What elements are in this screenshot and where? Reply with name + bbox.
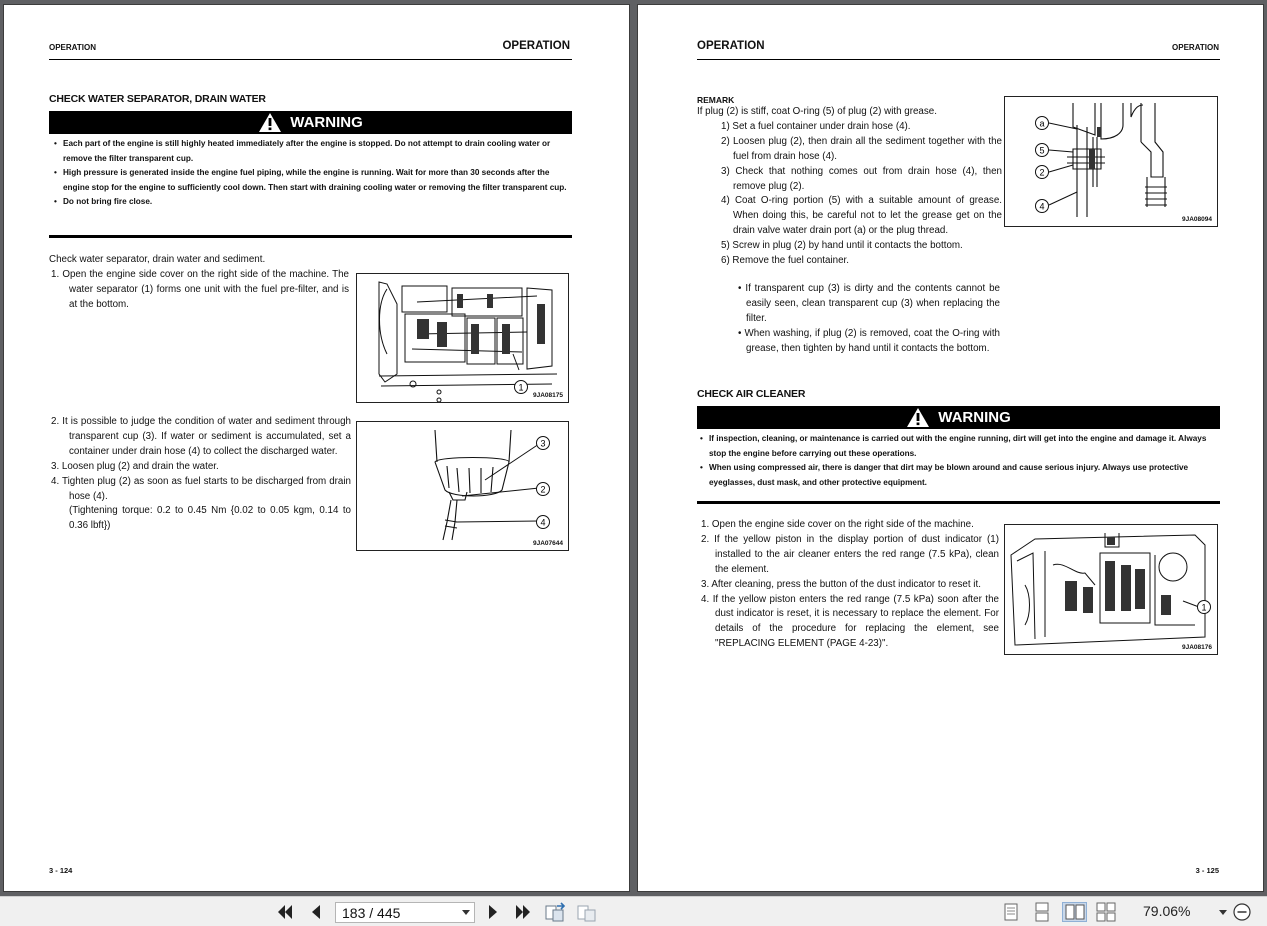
- next-view-button[interactable]: [577, 902, 599, 922]
- header-rule: [697, 59, 1220, 60]
- single-page-view-button[interactable]: [1000, 902, 1022, 922]
- remark-text: [697, 105, 1002, 269]
- notes-list: [738, 282, 1000, 357]
- page-left: [3, 4, 630, 892]
- warning-label: WARNING: [938, 409, 1011, 426]
- drain-plug-figure: [1005, 97, 1218, 227]
- running-header-right: OPERATION: [1172, 43, 1219, 52]
- remark-step: 4) Coat O-ring portion (5) with a suitable amount of grease. When doing this, be careful not to let the grease get on the drain valve water drain port (a) or the plug thread.: [721, 195, 1002, 237]
- callout-1: 1: [518, 382, 524, 393]
- section-title: CHECK AIR CLEANER: [697, 388, 806, 400]
- pdf-toolbar: [0, 896, 1267, 926]
- engine-figure: [357, 274, 569, 403]
- page-number-value: 183 / 445: [342, 904, 401, 921]
- continuous-facing-view-icon: [1096, 902, 1116, 922]
- figure-code: 9JA08176: [1182, 644, 1212, 651]
- figure-drain-plug: [1004, 96, 1218, 227]
- warning-banner: [697, 406, 1220, 429]
- warning-list: [51, 137, 573, 210]
- page-number: 3 - 125: [1195, 866, 1219, 875]
- remark-label: REMARK: [697, 95, 735, 105]
- warning-item: • Do not bring fire close.: [51, 195, 573, 210]
- step-item: 3. After cleaning, press the button of the dust indicator to reset it.: [701, 578, 981, 590]
- facing-view-icon: [1065, 903, 1085, 921]
- remark-step: 3) Check that nothing comes out from drain hose (4), then remove plug (2).: [721, 165, 1002, 192]
- step-1: 1. Open the engine side cover on the right side of the machine. The water separator (1) forms one unit with the fuel pre-filter, and is at the bottom.: [51, 268, 349, 310]
- remark-step: 1) Set a fuel container under drain hose (4).: [721, 120, 911, 132]
- page-right: [637, 4, 1264, 892]
- step-4-torque: (Tightening torque: 0.2 to 0.45 Nm {0.02 to 0.05 kgm, 0.14 to 0.36 lbft}): [69, 505, 351, 532]
- figure-air-cleaner: [1004, 524, 1218, 655]
- running-header-right: OPERATION: [502, 40, 570, 52]
- callout-2: 2: [1039, 167, 1045, 178]
- zoom-dropdown-chevron-icon[interactable]: [1219, 910, 1227, 915]
- callout-3: 3: [540, 438, 546, 449]
- remark-step: 5) Screw in plug (2) by hand until it contacts the bottom.: [721, 240, 963, 252]
- warning-end-rule: [697, 501, 1220, 504]
- previous-view-icon: [545, 902, 567, 922]
- step-4: 4. Tighten plug (2) as soon as fuel starts to be discharged from drain hose (4).: [51, 475, 351, 502]
- page-dropdown-chevron-icon[interactable]: [462, 910, 470, 915]
- last-page-icon: [512, 903, 532, 921]
- continuous-view-icon: [1034, 902, 1050, 922]
- facing-view-button[interactable]: [1062, 902, 1087, 922]
- first-page-button[interactable]: [275, 902, 297, 922]
- callout-4: 4: [1039, 201, 1045, 212]
- air-cleaner-figure: [1005, 525, 1218, 655]
- callout-a: a: [1039, 118, 1045, 129]
- warning-end-rule: [49, 235, 572, 238]
- next-page-button[interactable]: [482, 902, 504, 922]
- previous-page-button[interactable]: [305, 902, 327, 922]
- cup-figure: [357, 422, 569, 551]
- warning-item: • High pressure is generated inside the engine fuel piping, while the engine is running. Wait for more than 30 seconds after the engine stop for the engine to sufficiently cool down. Then start with draining cooling water or removing the filter transparent cup.: [51, 166, 573, 195]
- procedure-text-2: [51, 415, 351, 534]
- procedure-text-1: [49, 253, 349, 313]
- step-2: 2. It is possible to judge the condition of water and sediment through transparent cup (3). If water or sediment is accumulated, set a container under drain hose (4) to collect the discharged water.: [51, 416, 351, 457]
- next-view-icon: [577, 902, 599, 922]
- header-rule: [49, 59, 572, 60]
- remark-step: 2) Loosen plug (2), then drain all the sediment together with the fuel from drain hose (4).: [721, 135, 1002, 162]
- figure-code: 9JA08175: [533, 392, 563, 399]
- page-number: 3 - 124: [49, 866, 73, 875]
- callout-4: 4: [540, 517, 546, 528]
- step-3: 3. Loosen plug (2) and drain the water.: [51, 460, 219, 472]
- warning-triangle-icon: [906, 407, 930, 428]
- remark-step: 6) Remove the fuel container.: [721, 255, 849, 267]
- intro-text: Check water separator, drain water and sediment.: [49, 254, 266, 265]
- section-title: CHECK WATER SEPARATOR, DRAIN WATER: [49, 93, 266, 105]
- callout-5: 5: [1039, 145, 1045, 156]
- warning-item: • If inspection, cleaning, or maintenance is carried out with the engine running, dirt will get into the engine and damage it. Always stop the engine before carrying out these operations.: [697, 432, 1221, 461]
- first-page-icon: [276, 903, 296, 921]
- air-cleaner-steps: [701, 518, 999, 652]
- note-item: • When washing, if plug (2) is removed, coat the O-ring with grease, then tighten by hand until it contacts the bottom.: [738, 327, 1001, 354]
- warning-label: WARNING: [290, 114, 363, 131]
- warning-list: [697, 432, 1221, 490]
- previous-view-button[interactable]: [545, 902, 567, 922]
- next-page-icon: [486, 903, 500, 921]
- zoom-out-button[interactable]: [1231, 902, 1253, 922]
- figure-code: 9JA08094: [1182, 216, 1212, 223]
- single-page-view-icon: [1003, 902, 1019, 922]
- remark-intro: If plug (2) is stiff, coat O-ring (5) of plug (2) with grease.: [697, 106, 937, 117]
- warning-banner: [49, 111, 572, 134]
- last-page-button[interactable]: [511, 902, 533, 922]
- warning-item: • Each part of the engine is still highly heated immediately after the engine is stopped. Do not attempt to drain cooling water or remove the filter transparent cup.: [51, 137, 573, 166]
- prev-page-icon: [309, 903, 323, 921]
- figure-transparent-cup: [356, 421, 569, 551]
- running-header-left: OPERATION: [49, 43, 96, 52]
- continuous-facing-view-button[interactable]: [1095, 902, 1117, 922]
- page-number-field[interactable]: [335, 902, 475, 923]
- figure-code: 9JA07644: [533, 540, 563, 547]
- step-item: 4. If the yellow piston enters the red range (7.5 kPa) soon after the dust indicator is reset, it is necessary to replace the element. For details of the procedure for replacing the element, see "REPLACING ELEMENT (PAGE 4-23)".: [701, 593, 999, 650]
- step-item: 1. Open the engine side cover on the right side of the machine.: [701, 519, 974, 530]
- warning-triangle-icon: [258, 112, 282, 133]
- figure-water-separator-location: [356, 273, 569, 403]
- note-item: • If transparent cup (3) is dirty and the contents cannot be easily seen, clean transparent cup (3) when replacing the filter.: [738, 283, 1001, 324]
- step-item: 2. If the yellow piston in the display portion of dust indicator (1) installed to the air cleaner enters the red range (7.5 kPa), clean the element.: [701, 533, 999, 575]
- zoom-out-icon: [1232, 902, 1252, 922]
- zoom-level[interactable]: 79.06%: [1143, 903, 1191, 919]
- callout-1: 1: [1201, 602, 1207, 613]
- continuous-view-button[interactable]: [1031, 902, 1053, 922]
- callout-2: 2: [540, 484, 546, 495]
- running-header-left: OPERATION: [697, 40, 765, 52]
- warning-item: • When using compressed air, there is danger that dirt may be blown around and cause serious injury. Always use protective eyeglasses, dust mask, and other protective equipment.: [697, 461, 1221, 490]
